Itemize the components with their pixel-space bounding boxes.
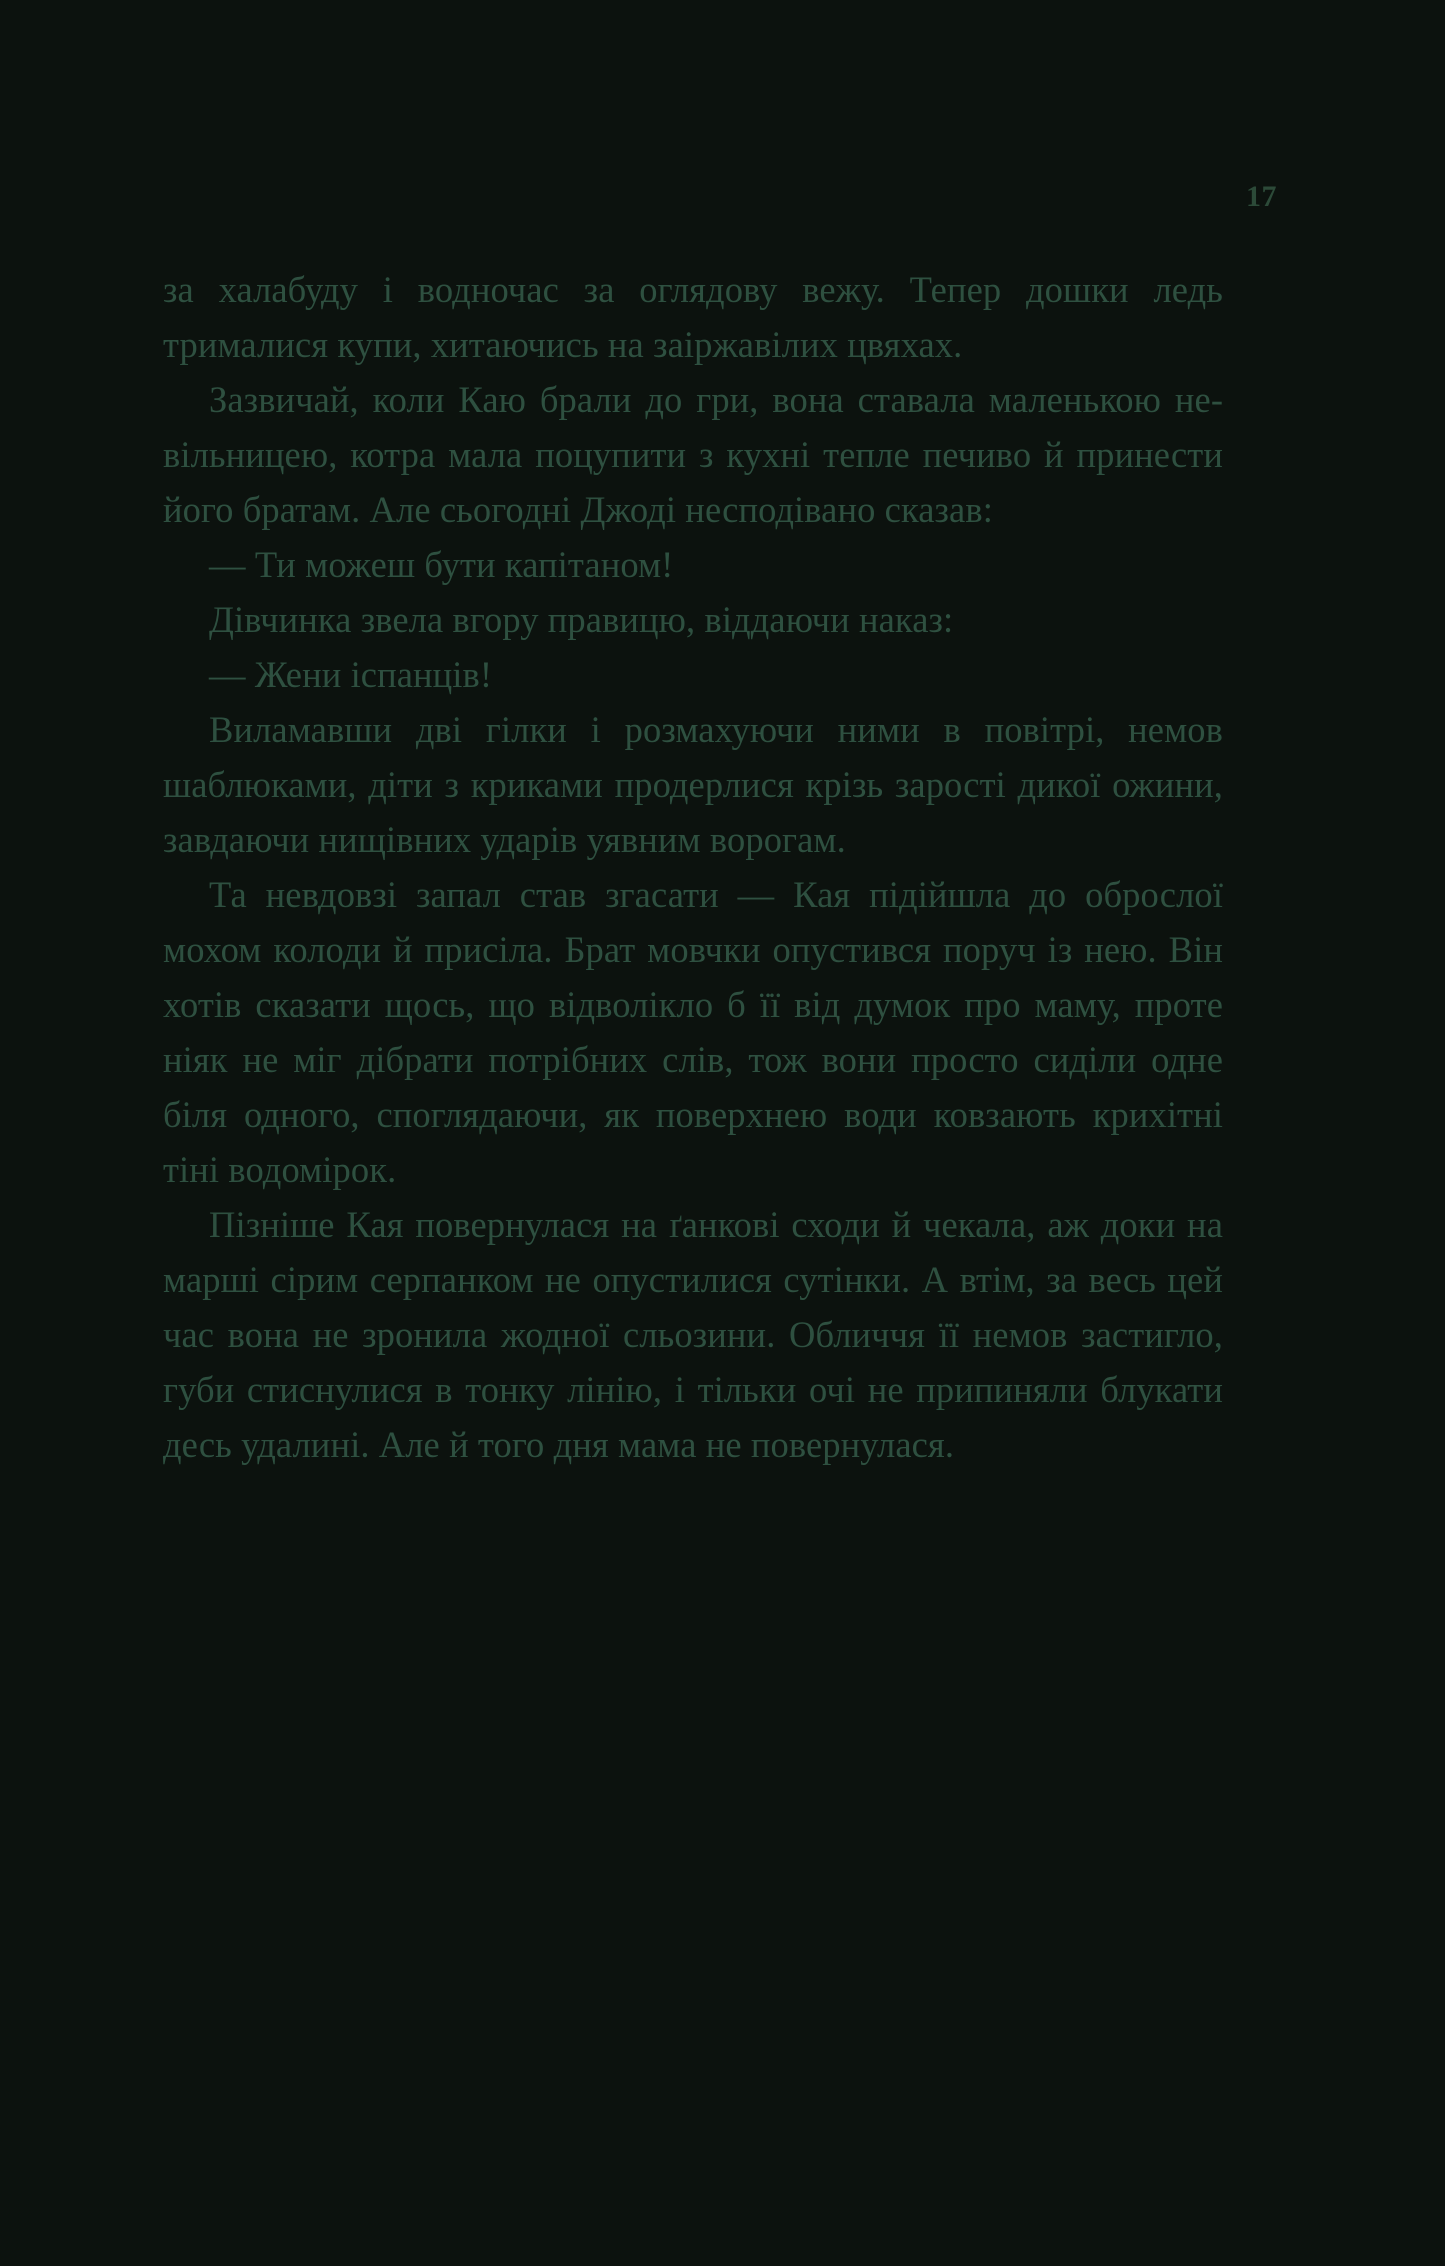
paragraph: Виламавши дві гілки і розмахуючи ними в повітрі, немов шаблюками, діти з криками продерлися крізь зарості дикої ожини, завдаючи нищівних ударів уявним ворогам. <box>163 709 1223 860</box>
paragraph: Дівчинка звела вгору правицю, віддаючи наказ: <box>209 599 954 640</box>
page-number: 17 <box>1246 180 1277 213</box>
paragraph: Пізніше Кая повернулася на ґанкові сходи й чекала, аж доки на марші сірим серпанком не опустилися сутінки. А втім, за весь цей час вона не зронила жодної сльозини. Обличчя її немов застигло, губи стиснулися в тонку лінію, і тільки очі не припиняли блукати десь удалині. Але й того дня мама не повернулася. <box>163 1204 1223 1465</box>
paragraph: — Ти можеш бути капітаном! <box>209 544 674 585</box>
paragraph: за халабуду і водночас за оглядову вежу. Тепер дошки ледь трималися купи, хитаючись на заіржавілих цвяхах. <box>163 269 1223 365</box>
paragraph: Зазвичай, коли Каю брали до гри, вона ставала маленькою невільницею, котра мала поцупити з кухні тепле печиво й принести його братам. Але сьогодні Джоді несподівано сказав: <box>163 379 1223 530</box>
paragraph: Та невдовзі запал став згасати — Кая підійшла до оброслої мохом колоди й присіла. Брат мовчки опустився поруч із нею. Він хотів сказати щось, що відволікло б її від думок про маму, проте ніяк не міг дібрати потрібних слів, тож вони просто сиділи одне біля одного, споглядаючи, як поверхнею води ковзають крихітні тіні водомірок. <box>163 874 1223 1190</box>
paragraph: — Жени іспанців! <box>209 654 493 695</box>
body-text <box>163 262 1223 1472</box>
